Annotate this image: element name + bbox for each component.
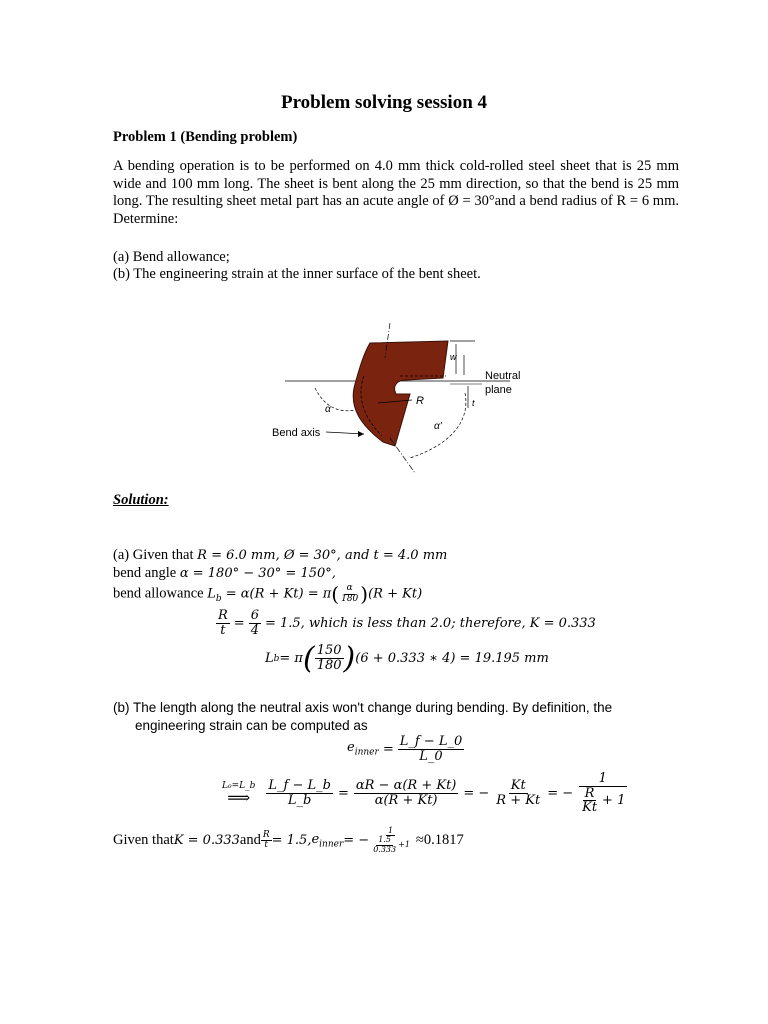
sol-a-bend-allowance: bend allowance $L_b = \alpha(R + Kt) = \pi$( $\frac{\alpha}{180}$ )(R + Kt) — [113, 582, 423, 606]
label-t: t — [472, 398, 475, 408]
ba-mid: = α(R + Kt) = π — [221, 586, 332, 602]
sol-a-given — [113, 547, 447, 564]
rt-tail: = 1.5, which is less than 2.0; therefore, K = 0.333 — [264, 615, 596, 631]
lb-tail: (6 + 0.333 ∗ 4) = 19.195 mm — [355, 651, 549, 666]
ba-lhs: L — [207, 586, 216, 602]
lb-frac: $\frac{150}{180}$ — [316, 643, 342, 673]
rt-line: $\frac{R}{t}$ = $\frac{6}{4}$ = 1.5, which is less than 2.0; therefore, K = 0.333 — [218, 608, 596, 638]
given-math: R = 6.0 mm, Ø = 30°, and t = 4.0 mm — [197, 548, 448, 563]
six-four-frac: $\frac{6}{4}$ — [250, 608, 259, 638]
sol-a-bend-angle — [113, 565, 336, 582]
label-alpha-prime: α' — [434, 421, 442, 432]
ba-lhs-sub: b — [215, 594, 222, 605]
bend-diagram — [260, 318, 540, 478]
ba-prefix: bend allowance — [113, 585, 208, 602]
question-a: (a) Bend allowance; — [113, 249, 230, 265]
rt-frac: $\frac{R}{t}$ — [218, 608, 228, 638]
label-w: w — [450, 352, 457, 362]
problem-title: Problem 1 (Bending problem) — [113, 129, 298, 145]
page-title: Problem solving session 4 — [280, 92, 488, 113]
final-result-line: Given that K = 0.333 and $\frac{R}{t}$ = 1.5, $e_{inner}$ = − 1 $\frac{1.5}{0.333}$ +1 ≈0.1817 — [113, 826, 464, 854]
sol-b-text: (b) The length along the neutral axis won't change during bending. By definition, the engineering strain can be computed as — [113, 700, 613, 733]
label-R: R — [416, 395, 424, 407]
ba-tail: (R + Kt) — [368, 586, 423, 602]
e-inner-def: $e_{inner}$ = $\frac{L\_f - L\_0}{L\_0}$ — [347, 734, 463, 764]
solution-heading: Solution: — [113, 492, 169, 508]
lb-line: L b = π ( $\frac{150}{180}$ ) (6 + 0.333 ∗ 4) = 19.195 mm — [265, 641, 549, 676]
bend-angle-prefix: bend angle — [113, 565, 180, 581]
label-alpha: α — [325, 404, 331, 415]
label-plane: plane — [485, 384, 512, 396]
label-neutral: Neutral — [485, 370, 521, 382]
label-bend-axis: Bend axis — [272, 427, 321, 439]
problem-text: A bending operation is to be performed on 4.0 mm thick cold-rolled steel sheet that is 25 mm wide and 100 mm long. The sheet is bent along the 25 mm direction, so that the bend is 25 mm long. The resulting sheet metal part has an acute angle of Ø = 30°and a bend radius of R = 6 mm. Determine: — [113, 158, 679, 227]
arrow-implies: L₀=L_b ⟹ — [222, 781, 256, 807]
given-prefix: (a) Given that — [113, 547, 198, 563]
bend-angle-math: α = 180° − 30° = 150°, — [179, 566, 336, 581]
strain-derivation: L₀=L_b ⟹ $\frac{L\_f - L\_b}{L\_b}$ = $\frac{\alpha R - \alpha(R + Kt)}{\alpha(R + Kt)}$ = − $\frac{Kt}{R + Kt}$ = − 1 $\frac{R}{Kt}$ + 1 — [222, 771, 626, 816]
ba-frac: $\frac{\alpha}{180}$ — [341, 583, 359, 604]
question-b: (b) The engineering strain at the inner surface of the bent sheet. — [113, 266, 481, 282]
